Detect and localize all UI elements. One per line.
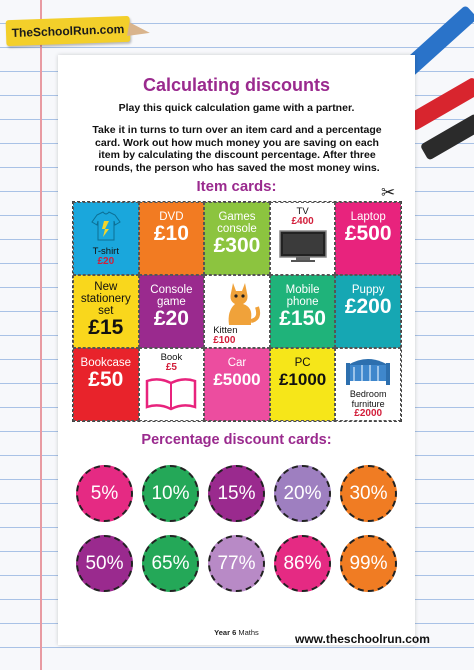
item-name: Games console bbox=[217, 211, 257, 235]
item-name: Mobile phone bbox=[285, 284, 320, 308]
item-name: DVD bbox=[159, 211, 184, 223]
item-card[interactable] bbox=[139, 202, 205, 275]
item-card[interactable] bbox=[73, 348, 139, 421]
item-price: £100 bbox=[213, 335, 236, 346]
item-card[interactable] bbox=[139, 275, 205, 348]
item-price: £5000 bbox=[213, 370, 261, 389]
percentage-card[interactable]: 50% bbox=[76, 535, 133, 592]
item-card[interactable] bbox=[73, 275, 139, 348]
item-price: £200 bbox=[344, 295, 392, 318]
item-price: £20 bbox=[153, 307, 189, 330]
scissors-icon: ✂ bbox=[381, 183, 396, 202]
item-name: Console game bbox=[150, 284, 193, 308]
item-card[interactable] bbox=[204, 348, 270, 421]
worksheet-page bbox=[58, 55, 415, 645]
book-icon bbox=[140, 375, 204, 416]
pencil-icon bbox=[127, 22, 151, 40]
item-card[interactable] bbox=[204, 202, 270, 275]
item-cards-heading: Item cards: bbox=[196, 178, 277, 195]
percentage-card[interactable]: 99% bbox=[340, 535, 397, 592]
tv-icon bbox=[271, 229, 335, 268]
item-name: Book bbox=[160, 352, 183, 363]
item-name: T-shirt bbox=[92, 246, 119, 257]
website-url[interactable]: www.theschoolrun.com bbox=[295, 632, 430, 646]
item-name: Car bbox=[227, 357, 247, 369]
item-price: £500 bbox=[344, 222, 392, 245]
percentage-card[interactable]: 5% bbox=[76, 465, 133, 522]
percentage-card[interactable]: 10% bbox=[142, 465, 199, 522]
worksheet-intro: Play this quick calculation game with a partner. bbox=[118, 102, 355, 114]
percentage-card[interactable]: 86% bbox=[274, 535, 331, 592]
bed-icon bbox=[336, 355, 400, 392]
item-price: £1000 bbox=[278, 370, 327, 389]
item-card[interactable] bbox=[139, 348, 205, 421]
item-price: £5 bbox=[165, 362, 177, 373]
item-name: PC bbox=[294, 357, 311, 369]
percentage-card[interactable]: 30% bbox=[340, 465, 397, 522]
footer-year: Year 6 bbox=[214, 628, 237, 637]
item-price: £300 bbox=[213, 234, 261, 257]
item-price: £20 bbox=[97, 256, 115, 267]
percentage-cards-heading: Percentage discount cards: bbox=[141, 432, 332, 448]
item-card[interactable] bbox=[270, 348, 336, 421]
item-card[interactable] bbox=[335, 348, 401, 421]
item-cards-grid bbox=[72, 201, 402, 422]
item-name: New stationery set bbox=[80, 281, 131, 317]
worksheet-title: Calculating discounts bbox=[142, 75, 331, 95]
item-name: Bedroom furniture bbox=[349, 389, 387, 409]
item-price: £15 bbox=[88, 316, 124, 339]
item-price: £10 bbox=[153, 222, 189, 245]
item-price: £2000 bbox=[354, 408, 383, 419]
percentage-card[interactable]: 20% bbox=[274, 465, 331, 522]
worksheet-rules: Take it in turns to turn over an item card and a percentage card. Work out how much money you are saving on each item by calculating the discount percentage. After three rounds, the person who has saved the most money wins. bbox=[92, 124, 382, 174]
item-name: Bookcase bbox=[80, 357, 132, 369]
percentage-card[interactable]: 15% bbox=[208, 465, 265, 522]
item-card[interactable] bbox=[335, 202, 401, 275]
item-price: £50 bbox=[88, 368, 124, 391]
item-name: Kitten bbox=[213, 325, 238, 336]
item-card[interactable] bbox=[270, 202, 336, 275]
theschoolrun-logo[interactable]: TheSchoolRun.com bbox=[6, 16, 131, 46]
item-name: Puppy bbox=[351, 284, 385, 296]
item-card[interactable] bbox=[335, 275, 401, 348]
item-name: Laptop bbox=[350, 211, 386, 223]
tshirt-icon bbox=[74, 209, 138, 248]
item-price: £400 bbox=[291, 216, 314, 227]
item-card[interactable] bbox=[270, 275, 336, 348]
notebook-margin bbox=[40, 0, 42, 670]
percentage-card[interactable]: 77% bbox=[208, 535, 265, 592]
item-name: TV bbox=[296, 206, 309, 217]
footer-subject: Maths bbox=[238, 628, 259, 637]
item-price: £150 bbox=[279, 307, 326, 330]
item-card[interactable] bbox=[204, 275, 270, 348]
percentage-card[interactable]: 65% bbox=[142, 535, 199, 592]
item-card[interactable] bbox=[73, 202, 139, 275]
